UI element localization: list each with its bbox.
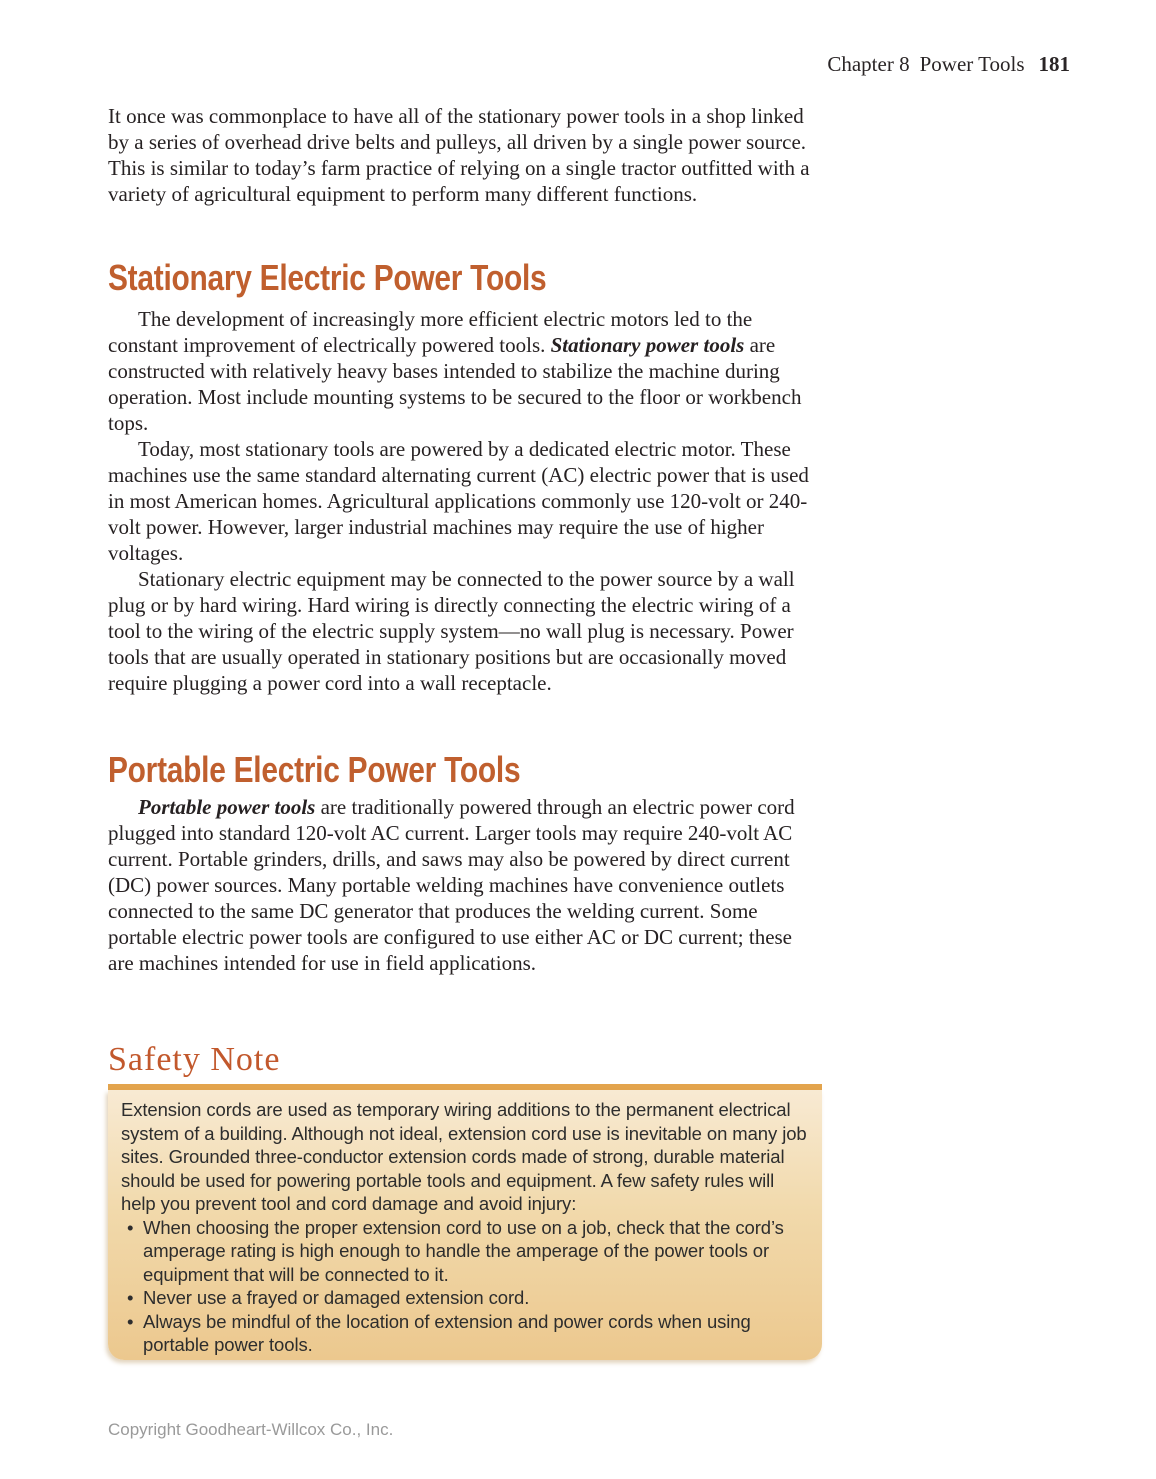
stationary-paragraph-1 xyxy=(108,306,820,436)
safety-note-bullet-list xyxy=(121,1216,809,1357)
stationary-section-body xyxy=(108,306,820,696)
stationary-power-tools-term: Stationary power tools xyxy=(550,333,745,357)
stationary-paragraph-3: Stationary electric equipment may be connected to the power source by a wall plug or by hard wiring. Hard wiring is directly connecting the electric wiring of a tool to the wiring of the electric supply system—no wall plug is necessary. Power tools that are usually operated in stationary positions but are occasionally moved require plugging a power cord into a wall receptacle. xyxy=(108,567,795,695)
safety-note-heading-block xyxy=(108,1038,820,1082)
copyright-line: Copyright Goodheart-Willcox Co., Inc. xyxy=(108,1420,394,1439)
safety-note-bullet: • Always be mindful of the location of extension and power cords when using portable power tools. xyxy=(121,1310,809,1357)
intro-paragraph: It once was commonplace to have all of the stationary power tools in a shop linked by a series of overhead drive belts and pulleys, all driven by a single power source. This is similar to today’s farm practice of relying on a single tractor outfitted with a variety of agricultural equipment to perform many different functions. xyxy=(108,104,810,206)
safety-note-box xyxy=(108,1090,822,1360)
portable-heading-block xyxy=(108,748,820,792)
safety-note-intro: Extension cords are used as temporary wiring additions to the permanent electrical system of a building. Although not ideal, extension cord use is inevitable on many job sites. Grounded three-conductor extension cords made of strong, durable material should be used for powering portable tools and equipment. A few safety rules will help you prevent tool and cord damage and avoid injury: xyxy=(121,1099,807,1214)
running-head-section: Power Tools xyxy=(919,52,1025,76)
page-number: 181 xyxy=(1038,52,1070,76)
portable-section-heading: Portable Electric Power Tools xyxy=(108,749,521,790)
running-head xyxy=(827,52,1070,77)
intro-paragraph-block xyxy=(108,103,820,207)
running-head-chapter: Chapter 8 xyxy=(827,52,910,76)
stationary-paragraph-2: Today, most stationary tools are powered by a dedicated electric motor. These machines use the same standard alternating current (AC) electric power that is used in most American homes. Agricultural applications commonly use 120-volt or 240-volt power. However, larger industrial machines may require the use of higher voltages. xyxy=(108,437,809,565)
portable-paragraph-1 xyxy=(108,794,820,976)
stationary-p1-post: are constructed with relatively heavy bases intended to stabilize the machine during operation. Most include mounting systems to be secured to the floor or workbench tops. xyxy=(108,333,802,435)
portable-p1-post: are traditionally powered through an electric power cord plugged into standard 120-volt AC current. Larger tools may require 240-volt AC current. Portable grinders, drills, and saws may also be powered by direct current (DC) power sources. Many portable welding machines have convenience outlets connected to the same DC generator that produces the welding current. Some portable electric power tools are configured to use either AC or DC current; these are machines intended for use in field applications. xyxy=(108,795,795,975)
portable-section-body xyxy=(108,794,820,976)
safety-note-bullet: • Never use a frayed or damaged extension cord. xyxy=(121,1286,809,1310)
stationary-section-heading: Stationary Electric Power Tools xyxy=(108,257,547,298)
stationary-heading-block xyxy=(108,256,820,300)
stationary-p1-pre: The development of increasingly more efficient electric motors led to the constant improvement of electrically powered tools. xyxy=(108,307,753,357)
portable-power-tools-term: Portable power tools xyxy=(138,795,316,819)
safety-note-bullet: • When choosing the proper extension cord to use on a job, check that the cord’s amperage rating is high enough to handle the amperage of the power tools or equipment that will be connected to it. xyxy=(121,1216,809,1287)
safety-note-heading: Safety Note xyxy=(108,1041,281,1078)
